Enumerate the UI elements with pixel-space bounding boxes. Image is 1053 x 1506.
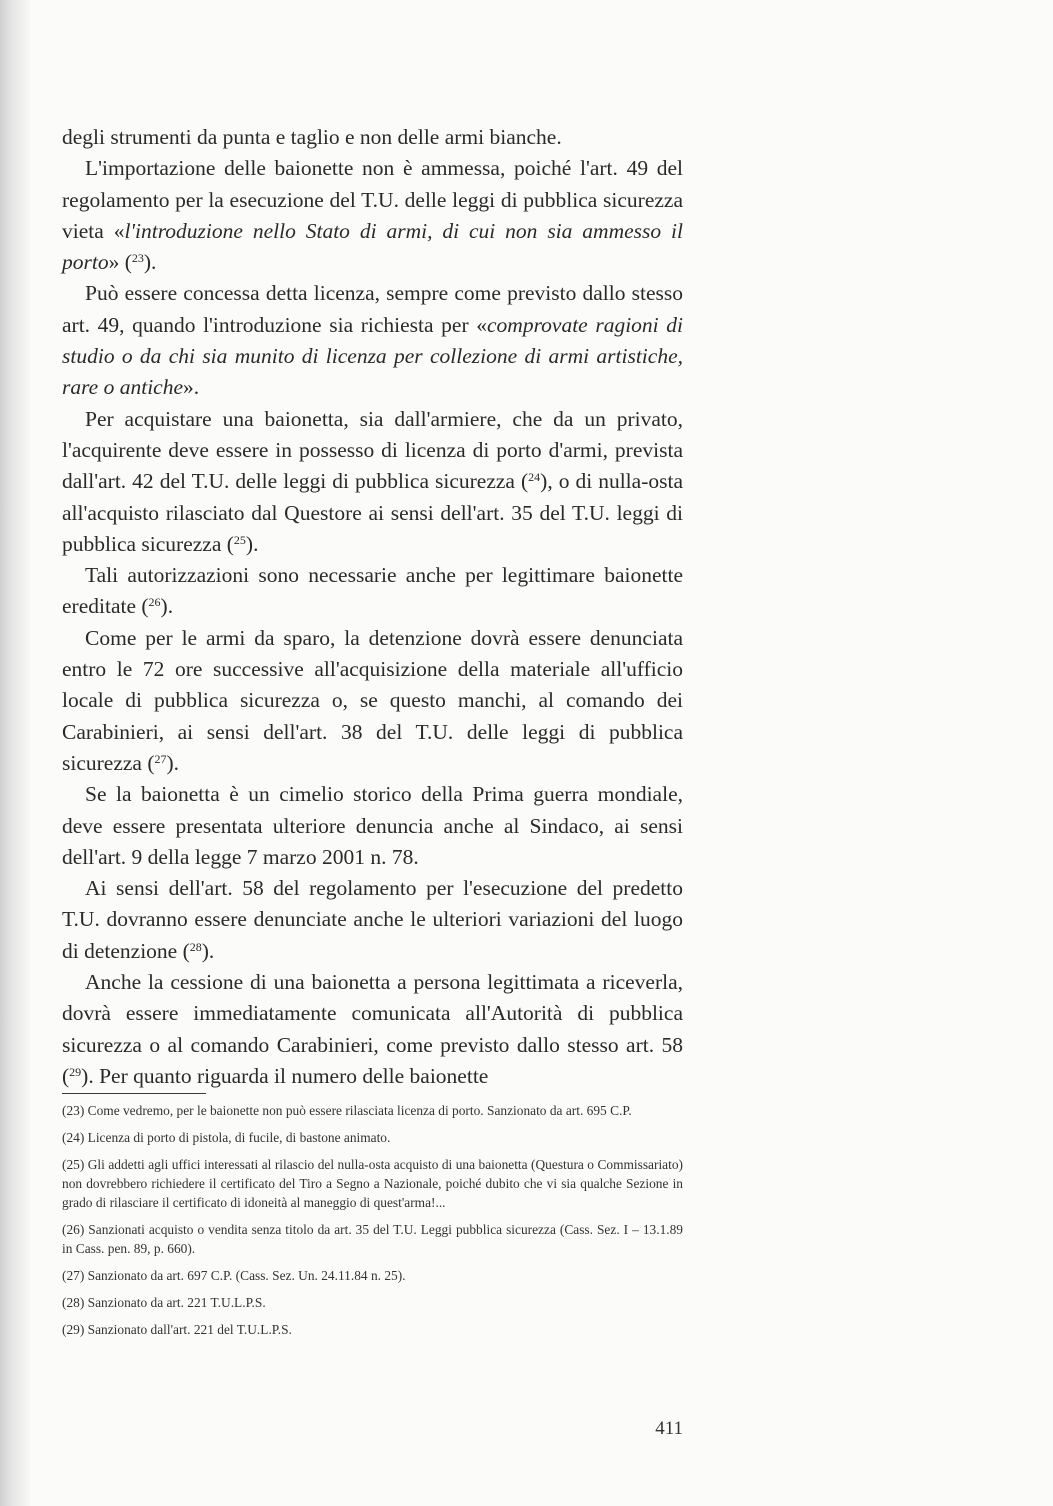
text-run: ».	[183, 375, 200, 400]
footnote-ref: 27	[154, 751, 167, 766]
paragraph	[62, 278, 683, 403]
text-run: degli strumenti da punta e taglio e non delle armi bianche.	[62, 125, 562, 149]
footnote: (25) Gli addetti agli uffici interessati al rilascio del nulla-osta acquisto di una baionetta (Questura o Commissariato) non dovrebbero richiedere il certificato del Tiro a Segno a Nazionale, poiché dubito che vi sia qualche Sezione in grado di rilasciare il certificato di idoneità al maneggio di quest'arma!...	[62, 1157, 683, 1210]
text-run: Per acquistare una baionetta, sia dall'armiere, che da un privato, l'acquirente deve essere in possesso di licenza di porto d'armi, prevista dall'art. 42 del T.U. delle leggi di pubblica sicurezza (	[62, 406, 683, 494]
paragraph	[62, 623, 683, 779]
footnote: (29) Sanzionato dall'art. 221 del T.U.L.P.S.	[62, 1322, 292, 1337]
text-run: ). Per quanto riguarda il numero delle baionette	[81, 1063, 489, 1088]
text-run: Può essere concessa detta licenza, sempre come previsto dallo stesso art. 49, quando l'introduzione sia richiesta per «	[62, 281, 683, 337]
paragraph	[62, 404, 683, 560]
text-run: » (	[108, 250, 132, 275]
footnote: (24) Licenza di porto di pistola, di fucile, di bastone animato.	[62, 1130, 391, 1145]
text-run: Anche la cessione di una baionetta a persona legittimata a riceverla, dovrà essere immediatamente comunicata all'Autorità di pubblica sicurezza o al comando Carabinieri, come previsto dallo stesso art. 58 (	[62, 970, 683, 1088]
text-run: ).	[143, 250, 157, 275]
text-run: Tali autorizzazioni sono necessarie anche per legittimare baionette ereditate (	[62, 563, 683, 619]
page-gutter-shadow	[0, 0, 30, 1506]
text-run: ).	[245, 531, 259, 556]
footnote-separator	[62, 1093, 206, 1094]
italic-quote: comprovate ragioni di studio o da chi sia munito di licenza per collezione di armi artistiche, rare o antiche	[62, 312, 683, 400]
text-run: ).	[160, 594, 174, 619]
text-run: Come per le armi da sparo, la detenzione dovrà essere denunciata entro le 72 ore successive all'acquisizione della materiale all'ufficio locale di pubblica sicurezza o, se questo manchi, al comando dei Carabinieri, ai sensi dell'art. 38 del T.U. delle leggi di pubblica sicurezza (	[62, 625, 683, 775]
paragraph	[62, 873, 683, 967]
italic-quote: l'introduzione nello Stato di armi, di cui non sia ammesso il porto	[62, 218, 683, 275]
text-run: ), o di nulla-osta all'acquisto rilasciato dal Questore ai sensi dell'art. 35 del T.U. leggi di pubblica sicurezza (	[62, 469, 683, 556]
footnote-ref: 25	[233, 532, 246, 547]
paragraph	[62, 122, 683, 153]
footnote: (28) Sanzionato da art. 221 T.U.L.P.S.	[62, 1295, 266, 1310]
text-run: ).	[201, 938, 215, 963]
footnote-ref: 29	[69, 1064, 82, 1079]
footnote: (26) Sanzionati acquisto o vendita senza titolo da art. 35 del T.U. Leggi pubblica sicurezza (Cass. Sez. I – 13.1.89 in Cass. pen. 89, p. 660).	[62, 1222, 683, 1256]
paragraph	[62, 967, 683, 1092]
text-run: Ai sensi dell'art. 58 del regolamento per l'esecuzione del predetto T.U. dovranno essere denunciate anche le ulteriori variazioni del luogo di detenzione (	[62, 876, 683, 963]
footnote: (27) Sanzionato da art. 697 C.P. (Cass. Sez. Un. 24.11.84 n. 25).	[62, 1268, 406, 1283]
footnotes	[62, 1101, 683, 1347]
text-run: ).	[166, 750, 180, 775]
footnote-ref: 23	[131, 251, 144, 266]
paragraph	[62, 153, 683, 278]
paragraph	[62, 779, 683, 873]
footnote-ref: 24	[528, 470, 541, 485]
page-number: 411	[655, 1418, 683, 1439]
footnote: (23) Come vedremo, per le baionette non può essere rilasciata licenza di porto. Sanzionato da art. 695 C.P.	[62, 1103, 632, 1118]
footnote-ref: 28	[189, 939, 202, 954]
paragraph	[62, 560, 683, 623]
text-run: L'importazione delle baionette non è ammessa, poiché l'art. 49 del regolamento per la esecuzione del T.U. delle leggi di pubblica sicurezza vieta «	[62, 156, 683, 243]
text-run: Se la baionetta è un cimelio storico della Prima guerra mondiale, deve essere presentata ulteriore denuncia anche al Sindaco, ai sensi dell'art. 9 della legge 7 marzo 2001 n. 78.	[62, 782, 683, 869]
footnote-ref: 26	[148, 595, 161, 610]
body-text	[62, 122, 683, 1092]
